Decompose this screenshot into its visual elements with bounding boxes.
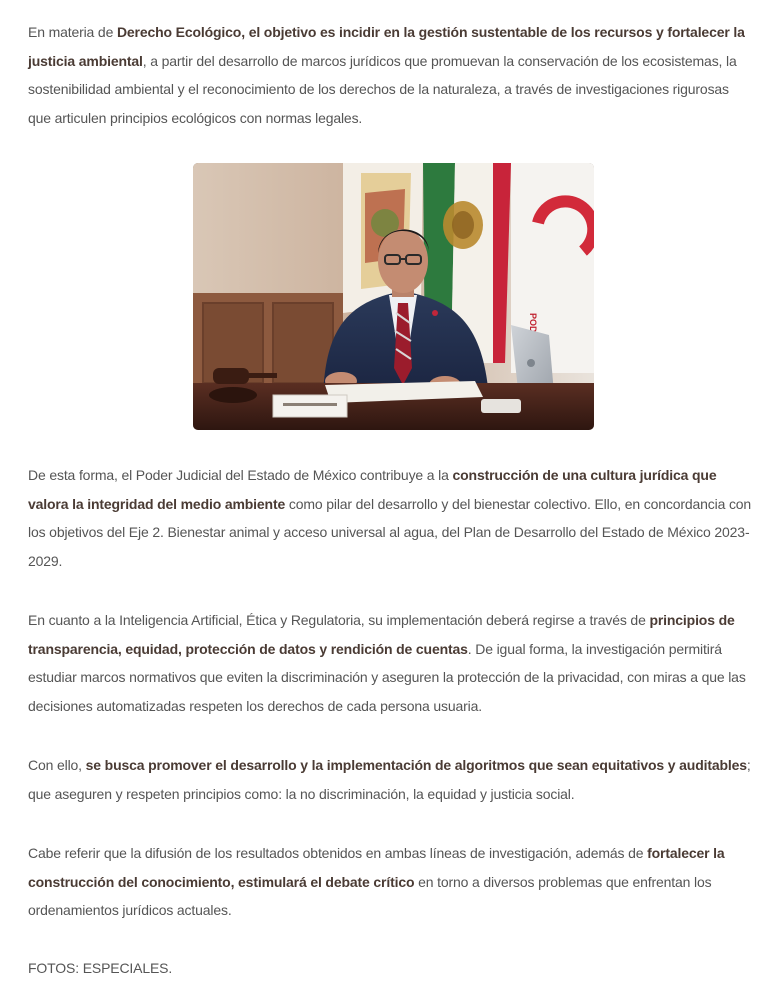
desk-object xyxy=(481,399,521,413)
paragraph-bold-text: Derecho Ecológico, el objetivo es incidir en la gestión sustentable de los recursos y fortalecer la justicia ambiental xyxy=(28,24,745,69)
article-photo xyxy=(193,163,594,430)
paragraph-text: En cuanto a la Inteligencia Artificial, Ética y Regulatoria, su implementación deberá regirse a través de xyxy=(28,612,650,628)
official-at-desk-illustration xyxy=(193,163,594,430)
paragraph-bold-text: construcción de una cultura jurídica que valora la integridad del medio ambiente xyxy=(28,467,717,512)
paragraph-text: , a partir del desarrollo de marcos jurídicos que promuevan la conservación de los ecosistemas, la sostenibilidad ambiental y el reconocimiento de los derechos de la naturaleza, a través de investigaciones rigurosas que articulen principios ecológicos con normas legales. xyxy=(28,52,737,126)
paragraph-text: en torno a diversos problemas que enfrentan los ordenamientos jurídicos actuales. xyxy=(28,873,712,918)
paragraph-bold-text: se busca promover el desarrollo y la implementación de algoritmos que sean equitativos y auditables xyxy=(85,757,747,773)
paragraph-algoritmos xyxy=(28,751,754,808)
paragraph-text: como pilar del desarrollo y del bienestar colectivo. Ello, en concordancia con los objetivos del Eje 2. Bienestar animal y acceso universal al agua, del Plan de Desarrollo del Estado de México 2023-2029. xyxy=(28,495,752,569)
paragraph-text: Con ello, xyxy=(28,757,86,773)
paragraph-text: . De igual forma, la investigación permitirá estudiar marcos normativos que eviten la discriminación y aseguren la protección de la privacidad, con miras a que las decisiones automatizadas respeten los derechos de cada persona usuaria. xyxy=(28,640,746,714)
paragraph-difusion xyxy=(28,839,754,925)
paragraph-text: ; que aseguren y respeten principios como: la no discriminación, la equidad y justicia social. xyxy=(28,757,751,802)
paragraph-bold-text: principios de transparencia, equidad, protección de datos y rendición de cuentas xyxy=(28,612,735,657)
paragraph-text: En materia de xyxy=(28,24,117,40)
photo-credit xyxy=(28,954,754,983)
paragraph-derecho-ecologico xyxy=(28,18,754,132)
photo-credit-text: FOTOS: ESPECIALES. xyxy=(28,960,173,976)
paragraph-text: Cabe referir que la difusión de los resultados obtenidos en ambas líneas de investigación, además de xyxy=(28,845,648,861)
paragraph-inteligencia-artificial xyxy=(28,606,754,720)
paragraph-bold-text: fortalecer la construcción del conocimiento, estimulará el debate crítico xyxy=(28,845,725,890)
paragraph-text: De esta forma, el Poder Judicial del Estado de México contribuye a la xyxy=(28,467,453,483)
paragraph-cultura-juridica xyxy=(28,461,758,575)
